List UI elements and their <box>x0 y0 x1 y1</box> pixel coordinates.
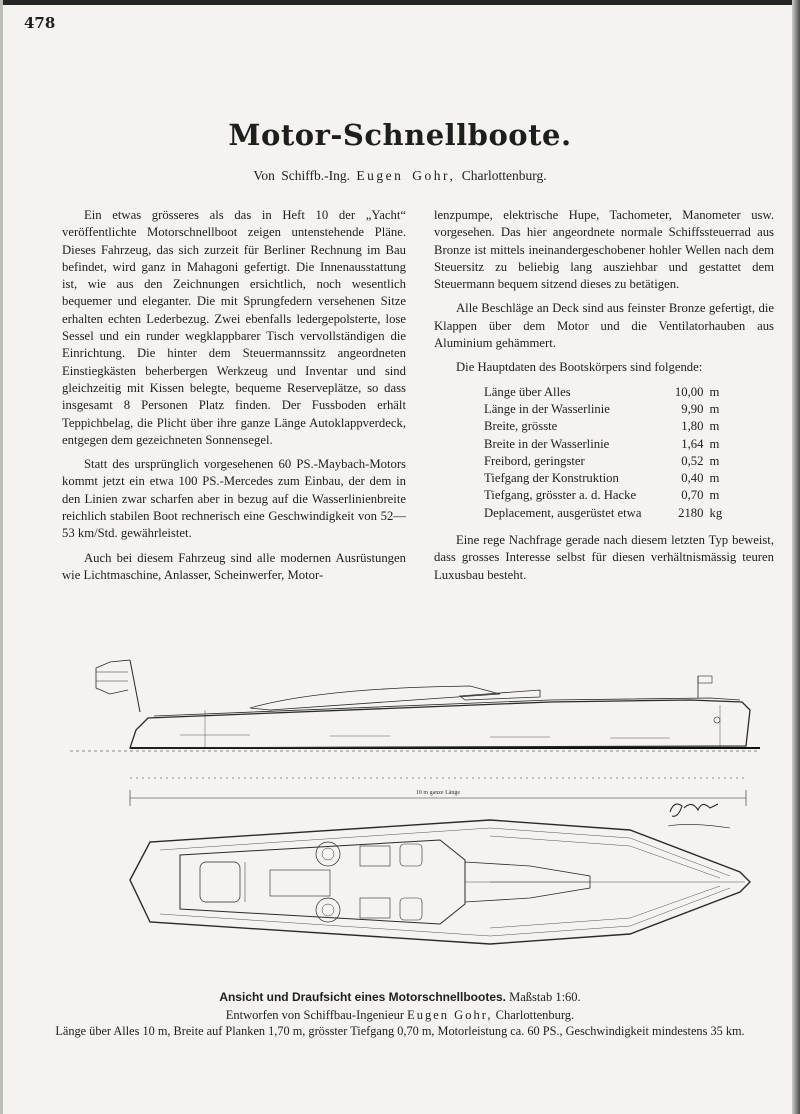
specs-intro: Die Hauptdaten des Bootskörpers sind folgende: <box>456 360 703 375</box>
spec-unit: m <box>709 419 720 434</box>
right-column <box>434 207 774 591</box>
right-paragraph-3: Eine rege Nachfrage gerade nach diesem letzten Typ beweist, dass grosses Interesse selbst für diesen verhältnismässig teuren Luxusbau besteht. <box>434 533 774 582</box>
spec-unit: m <box>709 453 720 468</box>
specs-row <box>484 436 722 453</box>
byline <box>0 168 800 184</box>
byline-author: Eugen Gohr, <box>356 168 456 183</box>
spec-value: 10,00 <box>674 384 704 399</box>
caption-scale: Maßstab 1:60. <box>509 990 581 1004</box>
specs-row <box>484 505 722 522</box>
spec-value: 0,52 <box>681 453 704 468</box>
locker-box <box>360 846 390 866</box>
spec-value: 9,90 <box>681 401 704 416</box>
spec-value: 0,70 <box>681 488 704 503</box>
helm-seat <box>400 844 422 866</box>
spec-label: Freibord, geringster <box>484 453 585 468</box>
spec-label: Deplacement, ausgerüstet etwa <box>484 505 642 520</box>
spec-label: Tiefgang, grösster a. d. Hacke <box>484 488 637 503</box>
spec-unit: m <box>709 436 720 451</box>
spec-value: 1,80 <box>681 419 704 434</box>
folding-table <box>270 870 330 896</box>
caption-title: Ansicht und Draufsicht eines Motorschnellbootes. <box>219 990 507 1004</box>
specs-row <box>484 418 722 435</box>
locker-box <box>360 898 390 918</box>
flagstaff-stern <box>130 660 140 712</box>
signature-stroke <box>670 804 718 816</box>
scan-edge-top <box>0 0 800 5</box>
spec-label: Tiefgang der Konstruktion <box>484 471 619 486</box>
right-paragraph-2: Alle Beschläge an Deck sind aus feinster Bronze gefertigt, die Klappen über dem Motor und die Ventilatorhauben aus Aluminium gehämmert. <box>434 301 774 351</box>
plan-view <box>130 820 750 944</box>
left-paragraph-3: Auch bei diesem Fahrzeug sind alle modernen Ausrüstungen wie Lichtmaschine, Anlasser, Scheinwerfer, Motor- <box>62 550 406 582</box>
article-title: Motor-Schnellboote. <box>228 118 572 152</box>
boat-drawing <box>70 650 760 980</box>
caption-designer-name: Eugen Gohr, <box>407 1008 493 1022</box>
page-number: 478 <box>24 14 56 32</box>
specs-row <box>484 384 722 401</box>
left-column <box>62 207 406 591</box>
armchair-starboard <box>316 898 340 922</box>
bow-pennant <box>698 676 712 683</box>
bow-emblem <box>714 717 720 723</box>
spec-unit: m <box>709 401 720 416</box>
spec-unit: m <box>709 471 720 486</box>
side-view <box>70 660 760 751</box>
spec-value: 1,64 <box>681 436 704 451</box>
planking-line <box>490 836 720 878</box>
caption-designer-prefix: Entworfen von Schiffbau-Ingenieur <box>225 1008 404 1022</box>
figure-caption-specs: Länge über Alles 10 m, Breite auf Planken 1,70 m, grösster Tiefgang 0,70 m, Motorleistung ca. 60 PS., Geschwindigkeit mindestens 35 km. <box>55 1024 745 1038</box>
byline-prefix: Von Schiffb.-Ing. <box>253 168 351 183</box>
spec-label: Länge in der Wasserlinie <box>484 401 610 416</box>
figure-caption-title <box>0 990 800 1005</box>
specs-row <box>484 470 722 487</box>
specs-table <box>484 384 722 522</box>
specs-row <box>484 453 722 470</box>
armchair-starboard-inner <box>322 904 334 916</box>
figure-caption-designer <box>0 1008 800 1023</box>
specs-row <box>484 487 722 504</box>
left-paragraph-2: Statt des ursprünglich vorgesehenen 60 PS.-Maybach-Motors kommt jetzt ein etwa 100 PS.-Mercedes zum Einbau, der dem in den Linien zwar scharfen aber in bezug auf die Wasserlinienbreite reichlich stabilen Boot rechnerisch eine Geschwindigkeit von 52—53 km/Std. gewährleistet. <box>62 457 406 541</box>
caption-designer-place: Charlottenburg. <box>495 1008 575 1022</box>
armchair-port <box>316 842 340 866</box>
spec-unit: kg <box>709 505 723 520</box>
helm-seat <box>400 898 422 920</box>
designer-signature <box>668 804 730 828</box>
byline-place: Charlottenburg. <box>461 168 547 183</box>
scale-label: 10 m ganze Länge <box>415 790 461 796</box>
windscreen <box>460 690 540 700</box>
hull-outline <box>130 700 750 748</box>
spec-label: Länge über Alles <box>484 384 571 399</box>
right-paragraph-continuation: lenzpumpe, elektrische Hupe, Tachometer, Manometer usw. vorgesehen. Das hier angeordnete normale Schiffssteuerrad aus Bronze ist mittels ineinandergeschobener hohler Wellen nach dem Steuersitz zu beliebig lang ausziehbar und gestattet dem Steuermann bequem sitzend dieses zu betätigen. <box>434 208 774 292</box>
spec-unit: m <box>709 384 720 399</box>
stern-flag <box>96 660 130 694</box>
spec-value: 0,40 <box>681 471 704 486</box>
signature-underline <box>668 824 730 828</box>
planking-line <box>490 886 720 928</box>
spec-label: Breite in der Wasserlinie <box>484 436 610 451</box>
rear-seat <box>200 862 240 902</box>
armchair-port-inner <box>322 848 334 860</box>
spec-value: 2180 <box>678 505 704 520</box>
specs-row <box>484 401 722 418</box>
spec-unit: m <box>709 488 720 503</box>
left-paragraph-1: Ein etwas grösseres als das in Heft 10 der „Yacht“ veröffentlichte Motorschnellboot zeigen untenstehende Pläne. Dieses Fahrzeug, das sich zurzeit für Berliner Rechnung im Bau befindet, wird ganz in Mahagoni gefertigt. Die Innenausstattung ist, wie aus den Zeichnungen ersichtlich, noch wesentlich bequemer und eleganter. Die mit Sprungfedern versehenen Sitze erhalten echten Lederbezug. Zwei ebenfalls ledergepolsterte, lose Sessel und ein runder wegklappbarer Tisch vervollständigen die Einrichtung. Die hinter dem Steuermannssitz angeordneten Einstiegkästen beherbergen Werkzeug und Inventar und sind gleichzeitig mit Kissen belegte, bequeme Reserveplätze, so dass insgesamt 8 Personen Platz finden. Der Fussboden erhält Teppichbelag, die Plicht über ihre ganze Länge Autoklappverdeck, entgegen dem gezeichneten Sonnensegel. <box>62 208 406 447</box>
spec-label: Breite, grösste <box>484 419 558 434</box>
